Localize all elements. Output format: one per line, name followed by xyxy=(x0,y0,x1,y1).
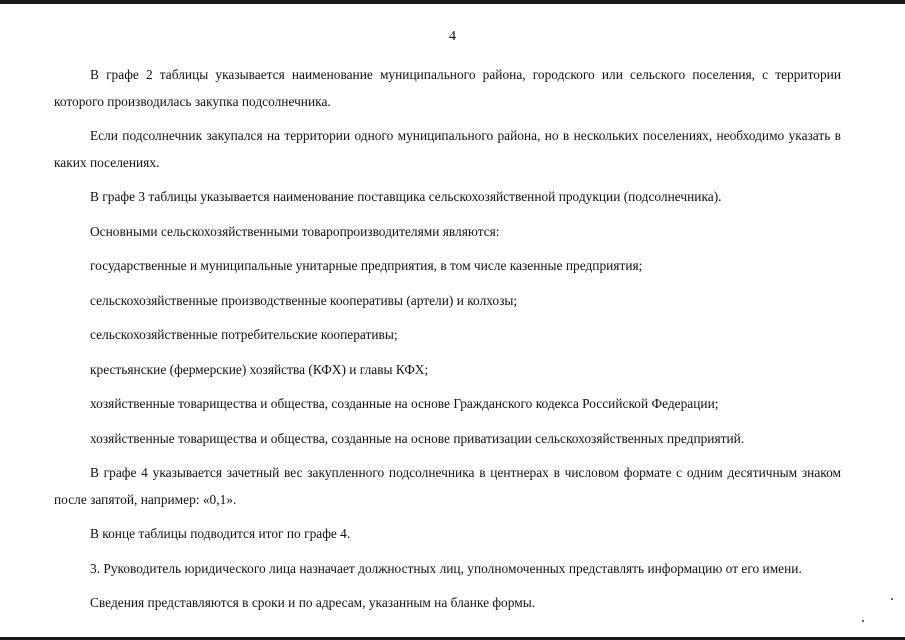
paragraph-column-2: В графе 2 таблицы указывается наименование муниципального района, городского или сельского поселения, с территории которого производилась закупка подсолнечника. xyxy=(54,67,841,109)
list-item-production-cooperatives: сельскохозяйственные производственные кооперативы (артели) и колхозы; xyxy=(90,292,518,308)
page-number: 4 xyxy=(449,29,456,44)
scan-speck xyxy=(891,598,893,600)
top-border-line xyxy=(0,0,905,4)
paragraph-submission: Сведения представляются в сроки и по адресам, указанным на бланке формы. xyxy=(90,595,536,610)
list-item-consumer-cooperatives: сельскохозяйственные потребительские кооперативы; xyxy=(90,327,398,342)
paragraph-responsible-persons: 3. Руководитель юридического лица назначает должностных лиц, уполномоченных представлять информацию от его имени. xyxy=(90,560,802,576)
scan-speck xyxy=(862,620,864,622)
paragraph-several-settlements: Если подсолнечник закупался на территории одного муниципального района, но в нескольких поселениях, необходимо указать в каких поселениях. xyxy=(54,128,841,170)
list-item-unitary-enterprises: государственные и муниципальные унитарные предприятия, в том числе казенные предприятия; xyxy=(90,258,643,273)
list-item-farm-households: крестьянские (фермерские) хозяйства (КФХ) и главы КФХ; xyxy=(90,361,429,377)
paragraph-producers-intro: Основными сельскохозяйственными товаропроизводителями являются: xyxy=(90,223,500,239)
paragraph-table-total: В конце таблицы подводится итог по графе 4. xyxy=(90,526,351,541)
paragraph-column-4: В графе 4 указывается зачетный вес закупленного подсолнечника в центнерах в числовом формате с одним десятичным знаком после запятой, например: «0,1». xyxy=(54,465,841,507)
document-body xyxy=(54,62,841,625)
list-item-privatization-partnerships: хозяйственные товарищества и общества, созданные на основе приватизации сельскохозяйственных предприятий. xyxy=(90,430,745,446)
list-item-civil-code-partnerships: хозяйственные товарищества и общества, созданные на основе Гражданского кодекса Российской Федерации; xyxy=(90,396,719,411)
paragraph-column-3: В графе 3 таблицы указывается наименование поставщика сельскохозяйственной продукции (подсолнечника). xyxy=(90,189,722,204)
